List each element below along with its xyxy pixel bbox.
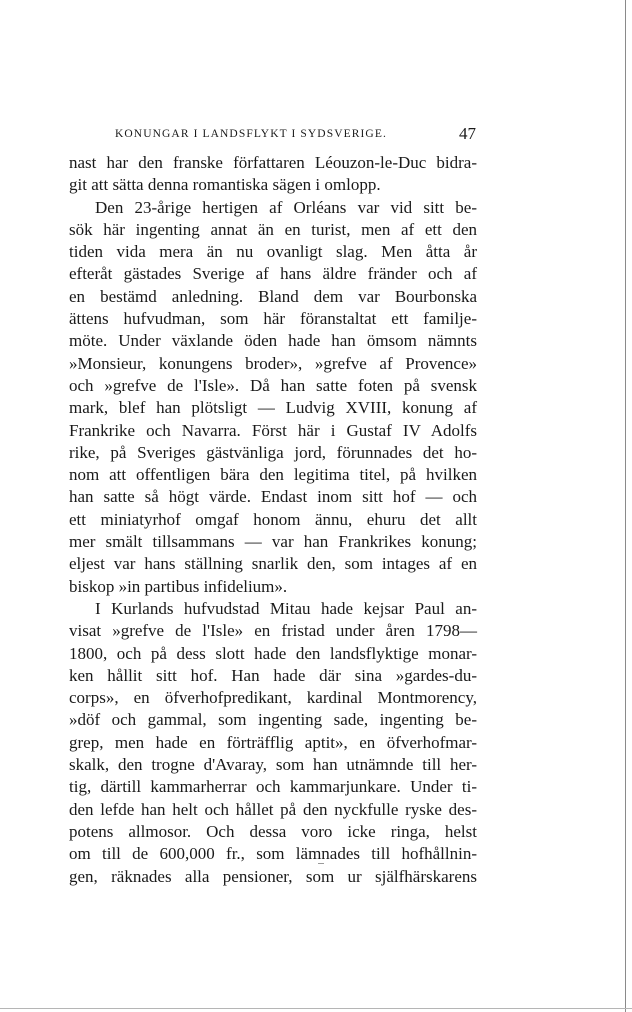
running-head-title: KONUNGAR I LANDSFLYKT I SYDSVERIGE.	[115, 128, 387, 140]
text-line: ken hållit sitt hof. Han hade där sina »gardes-du-	[69, 665, 477, 685]
paragraph-start-line: I Kurlands hufvudstad Mitau hade kejsar Paul an-	[95, 598, 477, 618]
print-mark	[318, 863, 324, 864]
text-line: nom att offentligen bära den legitima titel, på hvilken	[69, 465, 477, 485]
text-line: tiden vida mera än nu ovanligt slag. Men åtta år	[69, 242, 477, 262]
text-line: möte. Under växlande öden hade han ömsom nämnts	[69, 331, 477, 351]
text-line: och »grefve de l'Isle». Då han satte foten på svensk	[69, 375, 477, 395]
text-line: om till de 600,000 fr., som lämnades till hofhållnin-	[69, 844, 477, 864]
page-edge-rule	[625, 0, 626, 1012]
body-text	[69, 152, 477, 888]
text-line: tig, därtill kammarherrar och kammarjunkare. Under ti-	[69, 777, 477, 797]
text-line: corps», en öfverhofpredikant, kardinal Montmorency,	[69, 688, 477, 708]
text-line: en bestämd anledning. Bland dem var Bourbonska	[69, 286, 477, 306]
running-head	[115, 124, 476, 147]
text-line: »döf och gammal, som ingenting sade, ingenting be-	[69, 710, 477, 730]
paragraph-start-line: Den 23-årige hertigen af Orléans var vid sitt be-	[95, 197, 477, 217]
text-line: mark, blef han plötsligt — Ludvig XVIII, konung af	[69, 398, 477, 418]
page-number: 47	[459, 124, 476, 143]
page-bottom-edge	[0, 1008, 632, 1009]
text-line: git att sätta denna romantiska sägen i omlopp.	[69, 175, 381, 195]
text-line: biskop »in partibus infidelium».	[69, 576, 288, 596]
text-line: eljest var hans ställning snarlik den, som intages af en	[69, 554, 477, 574]
text-line: mer smält tillsammans — var han Frankrikes konung;	[69, 532, 477, 552]
text-line: Frankrike och Navarra. Först här i Gustaf IV Adolfs	[69, 420, 477, 440]
text-line: rike, på Sveriges gästvänliga jord, förunnades det ho-	[69, 442, 477, 462]
text-line: den lefde han helt och hållet på den nyckfulle ryske des-	[69, 799, 477, 819]
text-line: efteråt gästades Sverige af hans äldre fränder och af	[69, 264, 477, 284]
text-line: 1800, och på dess slott hade den landsflyktige monar-	[69, 643, 477, 663]
text-line: »Monsieur, konungens broder», »grefve af Provence»	[69, 353, 477, 373]
text-line: ett miniatyrhof omgaf honom ännu, ehuru det allt	[69, 509, 477, 529]
text-line: nast har den franske författaren Léouzon-le-Duc bidra-	[69, 153, 477, 172]
text-line: visat »grefve de l'Isle» en fristad under åren 1798—	[69, 621, 477, 641]
text-line: sök här ingenting annat än en turist, men af ett den	[69, 219, 477, 239]
text-line: skalk, den trogne d'Avaray, som han utnämnde till her-	[69, 755, 477, 775]
text-line: potens allmosor. Och dessa voro icke ringa, helst	[69, 821, 477, 841]
text-line: gen, räknades alla pensioner, som ur själfhärskarens	[69, 866, 477, 886]
text-line: han satte så högt värde. Endast inom sitt hof — och	[69, 487, 477, 507]
text-line: ättens hufvudman, som här föranstaltat ett familje-	[69, 309, 477, 329]
text-line: grep, men hade en förträfflig aptit», en öfverhofmar-	[69, 732, 477, 752]
